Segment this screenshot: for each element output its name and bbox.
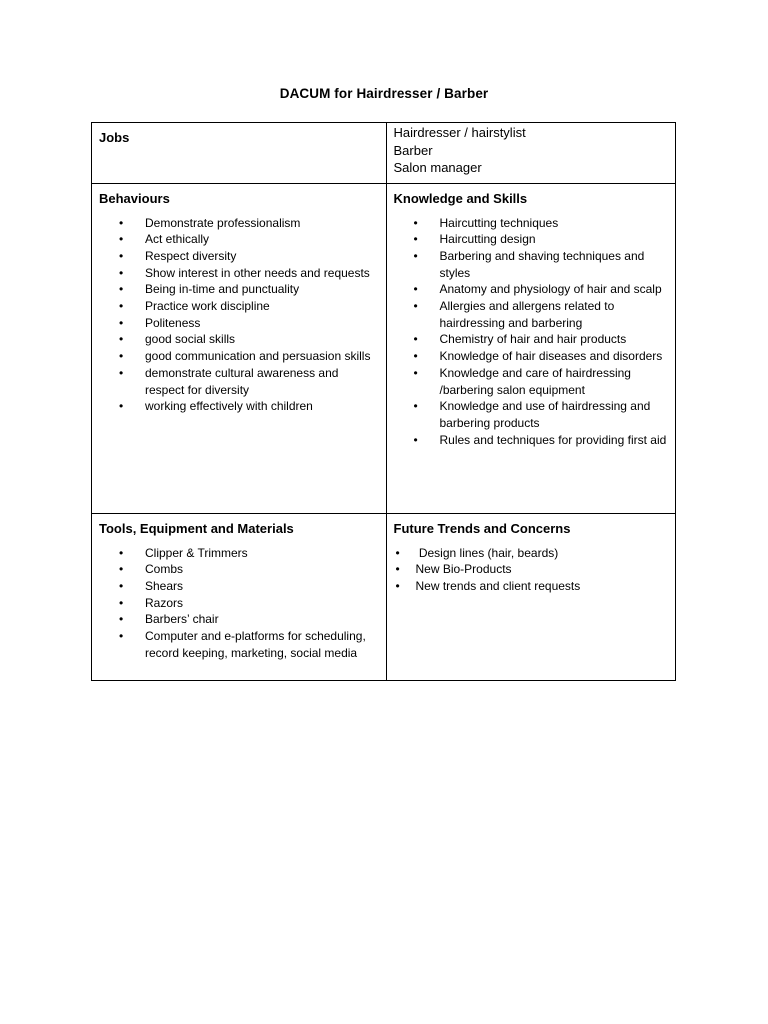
bullet-icon: • bbox=[119, 349, 124, 364]
list-item: • Practice work discipline bbox=[119, 299, 270, 314]
bullet-icon: • bbox=[119, 232, 124, 247]
bullet-icon: • bbox=[413, 282, 418, 297]
list-item: • Haircutting techniques bbox=[413, 215, 559, 230]
jobs-label-cell bbox=[92, 123, 387, 184]
list-item: • Demonstrate professionalism bbox=[119, 215, 301, 230]
list-item: • New trends and client requests bbox=[395, 578, 581, 593]
list-item: • Respect diversity bbox=[119, 248, 237, 263]
bullet-icon: • bbox=[119, 629, 124, 644]
bullet-icon: • bbox=[413, 332, 418, 347]
list-item: • Show interest in other needs and requests bbox=[119, 265, 370, 280]
knowledge-heading: Knowledge and Skills bbox=[393, 190, 528, 206]
list-item: • New Bio-Products bbox=[395, 562, 512, 577]
bullet-icon: • bbox=[119, 578, 124, 593]
list-item: • Barbers’ chair bbox=[119, 612, 219, 627]
bullet-icon: • bbox=[119, 612, 124, 627]
tools-cell bbox=[92, 513, 387, 680]
bullet-icon: • bbox=[413, 248, 418, 263]
list-item: • Computer and e-platforms for scheduling, record keeping, marketing, social media bbox=[119, 629, 366, 660]
bullet-icon: • bbox=[119, 365, 124, 380]
bullet-icon: • bbox=[119, 595, 124, 610]
bullet-icon: • bbox=[119, 248, 124, 263]
bullet-icon: • bbox=[119, 399, 124, 414]
list-item: • Knowledge and care of hairdressing /barbering salon equipment bbox=[413, 365, 631, 397]
bullet-icon: • bbox=[395, 578, 400, 593]
list-item: • Razors bbox=[119, 595, 184, 610]
list-item: • Knowledge and use of hairdressing and barbering products bbox=[413, 399, 651, 430]
list-item: • Design lines (hair, beards) bbox=[395, 545, 559, 560]
behaviours-cell bbox=[92, 183, 387, 513]
trends-cell bbox=[386, 513, 676, 680]
list-item: • working effectively with children bbox=[119, 399, 313, 414]
bullet-icon: • bbox=[413, 215, 418, 230]
bullet-icon: • bbox=[413, 399, 418, 414]
bullet-icon: • bbox=[119, 315, 124, 330]
list-item: • Knowledge of hair diseases and disorders bbox=[413, 349, 663, 364]
jobs-list-cell bbox=[386, 123, 676, 184]
behaviours-list bbox=[99, 215, 380, 415]
bullet-icon: • bbox=[413, 232, 418, 247]
table-row-tools-trends bbox=[92, 513, 676, 680]
behaviours-heading: Behaviours bbox=[99, 190, 170, 206]
tools-heading: Tools, Equipment and Materials bbox=[99, 520, 294, 536]
list-item: • Anatomy and physiology of hair and scalp bbox=[413, 282, 662, 297]
bullet-icon: • bbox=[119, 545, 124, 560]
list-item: • Allergies and allergens related to hairdressing and barbering bbox=[413, 299, 615, 330]
list-item: • Being in-time and punctuality bbox=[119, 282, 300, 297]
list-item: • Act ethically bbox=[119, 232, 210, 247]
trends-heading: Future Trends and Concerns bbox=[393, 520, 571, 536]
job-item: Hairdresser / hairstylist bbox=[393, 125, 526, 140]
jobs-list bbox=[394, 124, 670, 177]
bullet-icon: • bbox=[119, 332, 124, 347]
knowledge-cell bbox=[386, 183, 676, 513]
list-item: • Combs bbox=[119, 562, 184, 577]
bullet-icon: • bbox=[395, 545, 400, 560]
list-item: • Politeness bbox=[119, 315, 201, 330]
job-item: Barber bbox=[393, 142, 433, 158]
table-row-jobs bbox=[92, 123, 676, 184]
trends-list bbox=[394, 545, 670, 595]
bullet-icon: • bbox=[119, 282, 124, 297]
table-row-behaviours-knowledge bbox=[92, 183, 676, 513]
list-item: • good communication and persuasion skills bbox=[119, 349, 371, 364]
jobs-heading: Jobs bbox=[99, 130, 130, 145]
bullet-icon: • bbox=[395, 562, 400, 577]
list-item: • Shears bbox=[119, 578, 184, 593]
bullet-icon: • bbox=[119, 265, 124, 280]
knowledge-list bbox=[394, 215, 670, 449]
bullet-icon: • bbox=[413, 349, 418, 364]
bullet-icon: • bbox=[413, 299, 418, 314]
tools-list bbox=[99, 545, 380, 662]
list-item: • Rules and techniques for providing first aid bbox=[413, 432, 667, 447]
list-item: • Chemistry of hair and hair products bbox=[413, 332, 627, 347]
list-item: • Clipper & Trimmers bbox=[119, 545, 248, 560]
dacum-table bbox=[91, 122, 676, 681]
job-item: Salon manager bbox=[393, 160, 482, 175]
list-item: • good social skills bbox=[119, 332, 236, 347]
bullet-icon: • bbox=[119, 215, 124, 230]
bullet-icon: • bbox=[119, 299, 124, 314]
list-item: • Haircutting design bbox=[413, 232, 536, 247]
bullet-icon: • bbox=[119, 562, 124, 577]
bullet-icon: • bbox=[413, 432, 418, 447]
page-title: DACUM for Hairdresser / Barber bbox=[279, 86, 489, 101]
list-item: • Barbering and shaving techniques and styles bbox=[413, 248, 645, 280]
list-item: • demonstrate cultural awareness and respect for diversity bbox=[119, 365, 339, 397]
bullet-icon: • bbox=[413, 365, 418, 380]
